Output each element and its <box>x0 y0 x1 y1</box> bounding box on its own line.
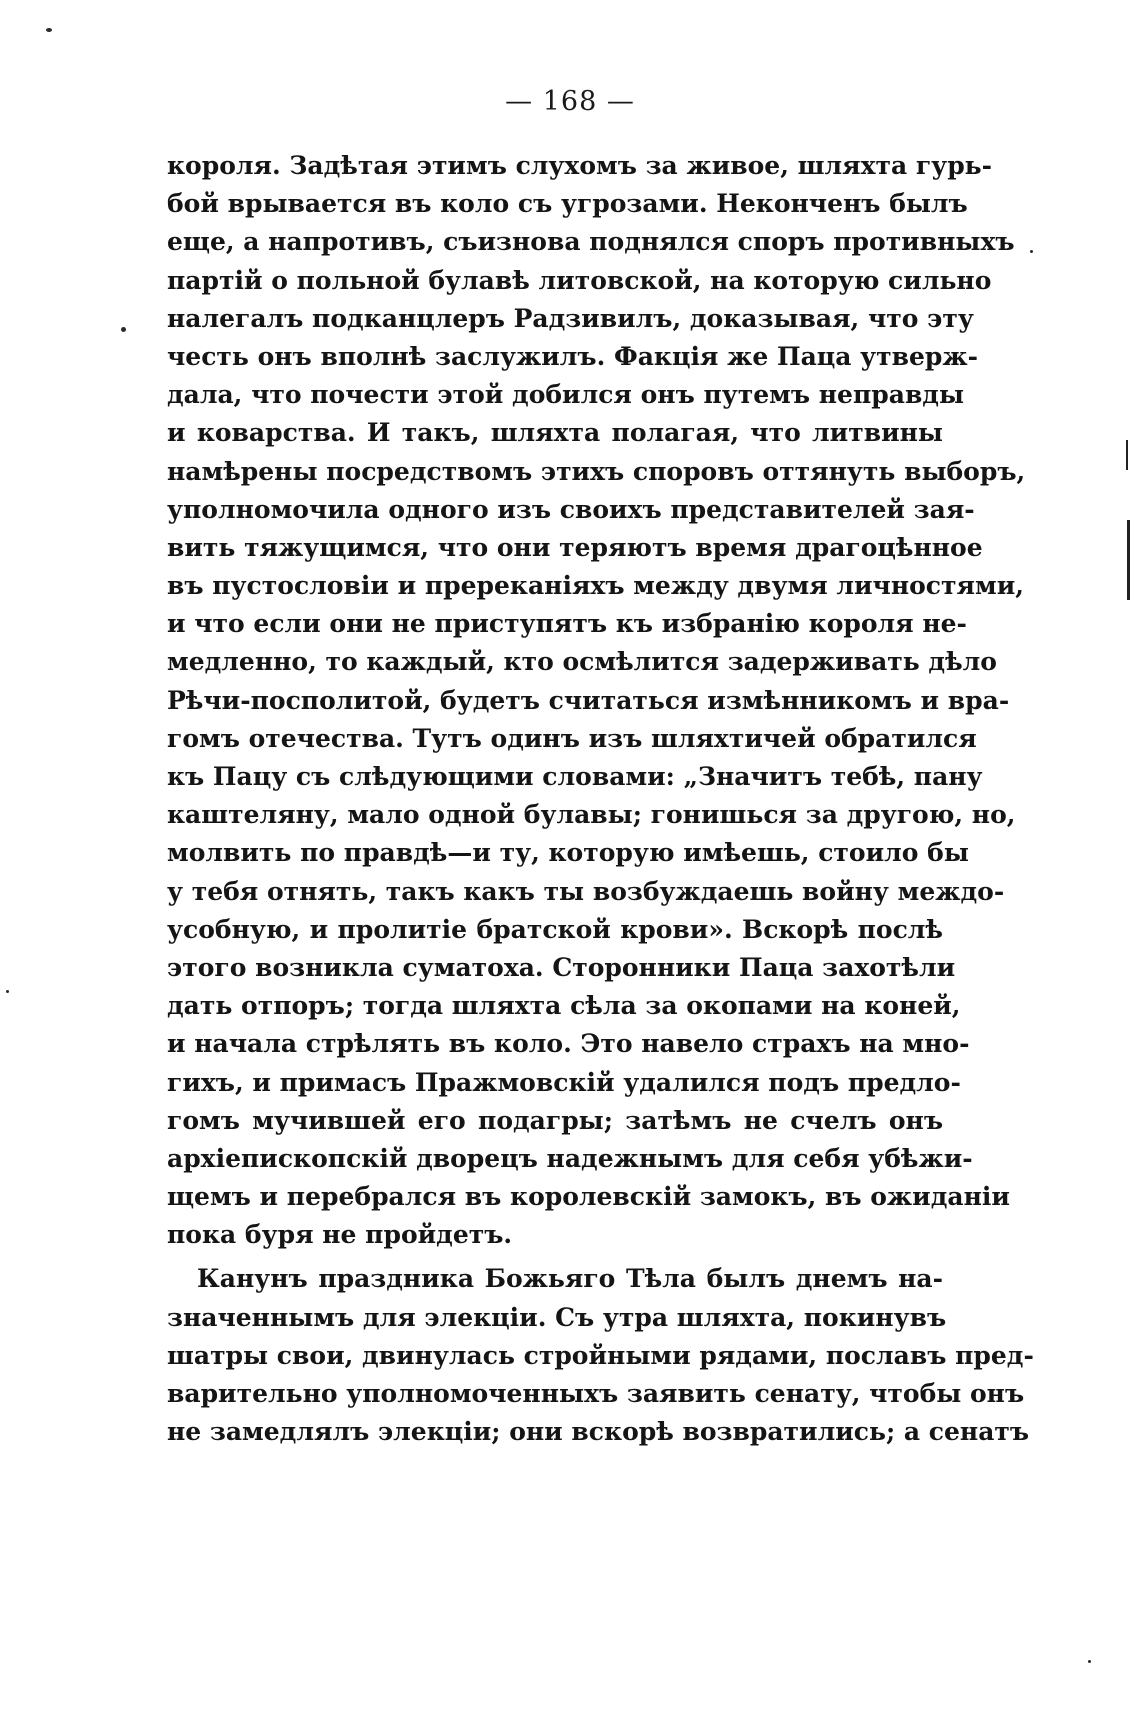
text-line: щемъ и перебрался въ королевскій замокъ, въ ожиданіи <box>167 1182 1010 1212</box>
text-line: еще, а напротивъ, съизнова поднялся споръ противныхъ <box>167 227 1015 257</box>
scan-edge-mark <box>1127 520 1130 600</box>
text-line: уполномочила одного изъ своихъ представителей зая- <box>167 494 975 524</box>
text-line: дала, что почести этой добился онъ путемъ неправды <box>167 380 965 410</box>
text-line: въ пустословіи и пререканіяхъ между двумя личностями, <box>167 571 1024 601</box>
text-line: короля. Задѣтая этимъ слухомъ за живое, шляхта гурь- <box>167 151 993 180</box>
text-line: усобную, и пролитіе братской крови». Вскорѣ послѣ <box>167 914 943 944</box>
body-text <box>167 147 1034 1451</box>
scan-speck <box>1088 1660 1091 1663</box>
text-line: вить тяжущимся, что они теряютъ время драгоцѣнное <box>167 532 983 562</box>
text-line: у тебя отнять, такъ какъ ты возбуждаешь войну междо- <box>167 876 1005 906</box>
scan-speck <box>121 327 126 332</box>
text-line: Канунъ праздника Божьяго Тѣла былъ днемъ на- <box>197 1264 943 1294</box>
paragraph-2 <box>167 1260 1034 1451</box>
text-line: намѣрены посредствомъ этихъ споровъ оттянуть выборъ, <box>167 456 1026 486</box>
scan-speck <box>1030 250 1033 253</box>
text-line: этого возникла суматоха. Сторонники Паца захотѣли <box>167 952 956 982</box>
text-line: бой врывается въ коло съ угрозами. Неконченъ былъ <box>167 189 968 219</box>
text-line: и начала стрѣлять въ коло. Это навело страхъ на мно- <box>167 1029 970 1059</box>
text-line: партій о польной булавѣ литовской, на которую сильно <box>167 265 992 295</box>
text-line: пока буря не пройдетъ. <box>167 1220 513 1250</box>
text-line: гомъ мучившей его подагры; затѣмъ не счелъ онъ <box>167 1105 943 1135</box>
text-line: каштеляну, мало одной булавы; гонишься за другою, но, <box>167 800 1016 830</box>
paragraph-1 <box>167 147 1026 1254</box>
text-line: значеннымъ для элекціи. Съ утра шляхта, покинувъ <box>167 1302 947 1332</box>
text-line: молвить по правдѣ—и ту, которую имѣешь, стоило бы <box>167 838 969 868</box>
page-number-header: — 168 — <box>505 86 635 117</box>
scan-speck <box>6 990 9 993</box>
text-line: архіепископскій дворецъ надежнымъ для себя убѣжи- <box>167 1143 973 1173</box>
text-line: и что если они не приступятъ къ избранію короля не- <box>167 609 967 639</box>
text-line: къ Пацу съ слѣдующими словами: „Значитъ тебѣ, пану <box>167 762 983 791</box>
text-line: дать отпоръ; тогда шляхта сѣла за окопами на коней, <box>167 991 961 1021</box>
scan-edge-mark <box>1126 440 1128 470</box>
text-line: Рѣчи-посполитой, будетъ считаться измѣнникомъ и вра- <box>167 685 1010 715</box>
text-line: честь онъ вполнѣ заслужилъ. Факція же Паца утверж- <box>167 341 979 371</box>
text-line: шатры свои, двинулась стройными рядами, пославъ пред- <box>167 1340 1034 1370</box>
text-line: не замедлялъ элекціи; они вскорѣ возвратились; а сенатъ <box>167 1417 1030 1447</box>
text-line: варительно уполномоченныхъ заявить сенату, чтобы онъ <box>167 1379 1025 1408</box>
text-line: медленно, то каждый, кто осмѣлится задерживать дѣло <box>167 647 997 677</box>
text-line: налегалъ подканцлеръ Радзивилъ, доказывая, что эту <box>167 303 974 333</box>
text-line: гихъ, и примасъ Пражмовскій удалился подъ предло- <box>167 1067 961 1097</box>
text-line: и коварства. И такъ, шляхта полагая, что литвины <box>167 418 943 448</box>
scan-speck <box>46 28 52 32</box>
text-line: гомъ отечества. Тутъ одинъ изъ шляхтичей обратился <box>167 723 977 753</box>
